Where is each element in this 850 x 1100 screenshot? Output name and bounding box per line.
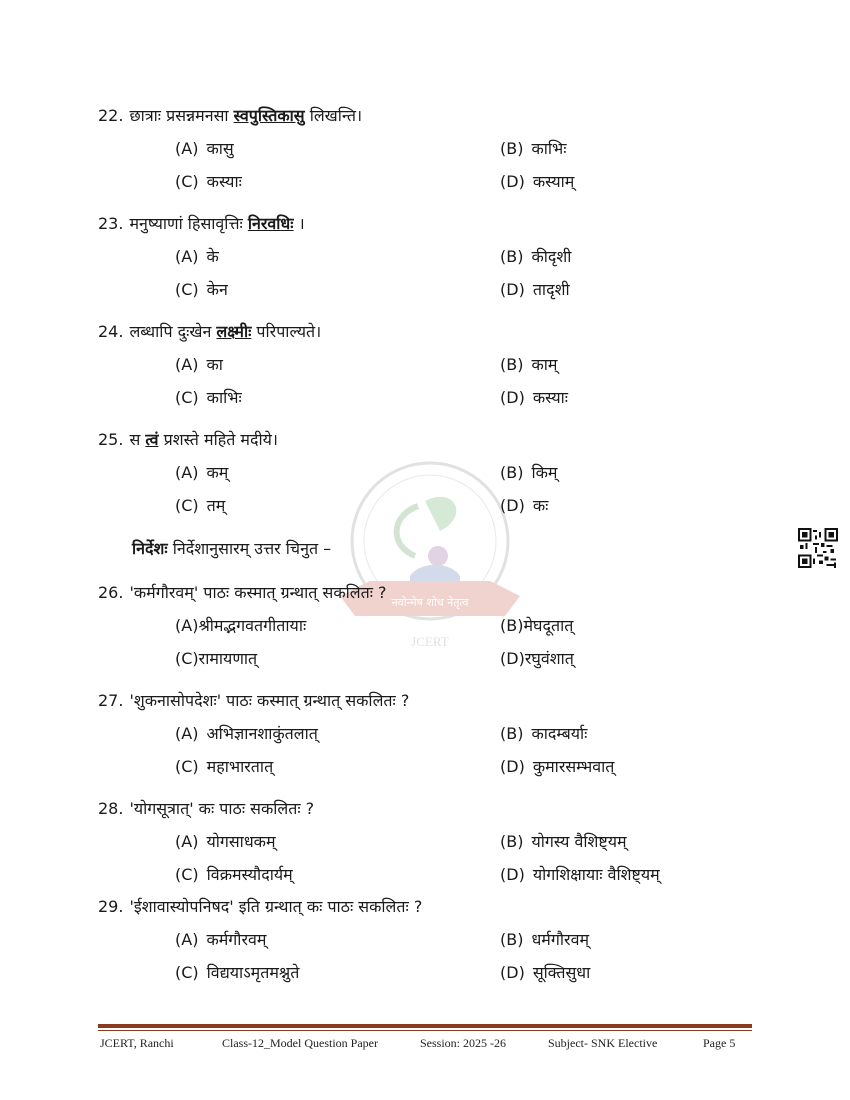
option-text: कम् xyxy=(206,463,229,482)
option-text: सूक्तिसुधा xyxy=(532,963,591,982)
option-label: (A) xyxy=(175,463,199,482)
option-a xyxy=(175,614,306,636)
option-label: (A) xyxy=(175,724,199,743)
option-c xyxy=(175,170,242,192)
option-label: (D) xyxy=(500,963,525,982)
question-23 xyxy=(98,212,305,234)
question-28 xyxy=(98,797,314,819)
footer-page-number: Page 5 xyxy=(703,1036,736,1050)
option-label: (B) xyxy=(500,247,524,266)
option-text: केन xyxy=(206,280,228,299)
option-c xyxy=(175,494,225,516)
option-d xyxy=(500,386,568,408)
option-label: (A) xyxy=(175,930,199,949)
option-a xyxy=(175,830,276,852)
option-label: (B) xyxy=(500,355,524,374)
qr-code-icon xyxy=(798,528,838,568)
option-label: (D) xyxy=(500,280,525,299)
section-instruction xyxy=(132,537,331,559)
option-label: (A) xyxy=(175,355,199,374)
option-text: काम् xyxy=(531,355,558,374)
option-d xyxy=(500,494,548,516)
option-d xyxy=(500,170,574,192)
option-b xyxy=(500,614,573,636)
watermark-banner: नवोन्मेष शोध नेतृत्व xyxy=(391,596,469,609)
option-text: तम् xyxy=(206,496,226,515)
option-text: किम् xyxy=(531,463,558,482)
option-label: (B) xyxy=(500,616,524,635)
option-d xyxy=(500,961,590,983)
footer-paper: Class-12_Model Question Paper xyxy=(222,1036,378,1050)
option-text: काभिः xyxy=(206,388,242,407)
option-label: (C) xyxy=(175,280,199,299)
option-text: विद्ययाऽमृतमश्नुते xyxy=(206,963,300,982)
option-c xyxy=(175,386,242,408)
question-number: 27. xyxy=(98,691,124,710)
option-label: (D) xyxy=(500,649,525,668)
watermark-text: JCERT xyxy=(411,634,449,649)
option-label: (A) xyxy=(175,139,199,158)
question-underlined-word: लक्ष्मीः xyxy=(216,322,252,341)
option-label: (B) xyxy=(500,463,524,482)
footer-rule-thin xyxy=(98,1030,752,1031)
option-text: रघुवंशात् xyxy=(524,649,574,668)
option-text: महाभारतात् xyxy=(206,757,274,776)
question-text: 'ईशावास्योपनिषद' इति ग्रन्थात् कः पाठः सकलितः ? xyxy=(129,897,423,916)
question-text: स xyxy=(129,430,146,449)
question-29 xyxy=(98,895,422,917)
option-label: (B) xyxy=(500,930,524,949)
footer-rule-thick xyxy=(98,1024,752,1028)
question-number: 28. xyxy=(98,799,124,818)
option-label: (C) xyxy=(175,865,199,884)
option-b xyxy=(500,830,627,852)
question-underlined-word: स्वपुस्तिकासु xyxy=(233,106,305,125)
option-b xyxy=(500,461,557,483)
option-text: के xyxy=(206,247,219,266)
option-text: कस्याः xyxy=(206,172,242,191)
question-number: 23. xyxy=(98,214,124,233)
question-27 xyxy=(98,689,409,711)
option-b xyxy=(500,353,557,375)
option-text: अभिज्ञानशाकुंतलात् xyxy=(206,724,318,743)
option-d xyxy=(500,647,574,669)
question-text: लब्धापि दुःखेन xyxy=(129,322,217,341)
option-text: विक्रमस्यौदार्यम् xyxy=(206,865,293,884)
option-label: (C) xyxy=(175,649,199,668)
question-22 xyxy=(98,104,362,126)
question-25 xyxy=(98,428,278,450)
question-number: 24. xyxy=(98,322,124,341)
option-c xyxy=(175,961,299,983)
option-text: कर्मगौरवम् xyxy=(206,930,267,949)
option-text: काभिः xyxy=(531,139,567,158)
option-text: कुमारसम्भवात् xyxy=(532,757,615,776)
option-a xyxy=(175,928,266,950)
question-text: 'कर्मगौरवम्' पाठः कस्मात् ग्रन्थात् सकलितः ? xyxy=(129,583,387,602)
question-text-end: लिखन्ति। xyxy=(304,106,363,125)
question-number: 29. xyxy=(98,897,124,916)
option-b xyxy=(500,245,571,267)
option-b xyxy=(500,722,587,744)
option-label: (C) xyxy=(175,496,199,515)
option-label: (A) xyxy=(175,247,199,266)
question-text-end: प्रशस्ते महिते मदीये। xyxy=(158,430,278,449)
option-a xyxy=(175,353,223,375)
option-a xyxy=(175,137,234,159)
option-text: कादम्बर्याः xyxy=(531,724,588,743)
question-text: मनुष्याणां हिसावृत्तिः xyxy=(129,214,248,233)
instruction-label: निर्देशः xyxy=(132,539,168,558)
question-26 xyxy=(98,581,387,603)
question-number: 25. xyxy=(98,430,124,449)
option-label: (D) xyxy=(500,388,525,407)
option-text: कस्याः xyxy=(532,388,568,407)
option-text: धर्मगौरवम् xyxy=(531,930,590,949)
option-label: (C) xyxy=(175,757,199,776)
option-text: कासु xyxy=(206,139,234,158)
option-label: (A) xyxy=(175,832,199,851)
option-text: का xyxy=(206,355,223,374)
option-label: (C) xyxy=(175,963,199,982)
option-label: (A) xyxy=(175,616,199,635)
option-text: योगस्य वैशिष्ट्यम् xyxy=(531,832,627,851)
option-c xyxy=(175,278,228,300)
option-c xyxy=(175,647,257,669)
question-underlined-word: त्वं xyxy=(145,430,159,449)
option-d xyxy=(500,863,660,885)
instruction-text: निर्देशानुसारम् उत्तर चिनुत – xyxy=(167,539,332,558)
option-b xyxy=(500,137,567,159)
option-text: श्रीमद्भगवतगीतायाः xyxy=(198,616,307,635)
question-text: 'शुकनासोपदेशः' पाठः कस्मात् ग्रन्थात् सकलितः ? xyxy=(129,691,410,710)
option-text: योगशिक्षायाः वैशिष्ट्यम् xyxy=(532,865,660,884)
option-text: कस्याम् xyxy=(532,172,575,191)
option-text: तादृशी xyxy=(532,280,570,299)
footer-subject: Subject- SNK Elective xyxy=(548,1036,658,1050)
question-number: 26. xyxy=(98,583,124,602)
question-underlined-word: निरवधिः xyxy=(247,214,294,233)
option-a xyxy=(175,722,318,744)
option-b xyxy=(500,928,589,950)
option-d xyxy=(500,755,614,777)
option-label: (B) xyxy=(500,724,524,743)
option-text: योगसाधकम् xyxy=(206,832,276,851)
option-label: (D) xyxy=(500,757,525,776)
option-label: (B) xyxy=(500,832,524,851)
option-a xyxy=(175,461,228,483)
footer-org: JCERT, Ranchi xyxy=(100,1036,174,1050)
question-text-end: । xyxy=(293,214,305,233)
option-text: कीदृशी xyxy=(531,247,572,266)
option-label: (D) xyxy=(500,865,525,884)
option-text: मेघदूतात् xyxy=(523,616,574,635)
option-text: कः xyxy=(532,496,549,515)
question-24 xyxy=(98,320,321,342)
question-text: छात्राः प्रसन्नमनसा xyxy=(129,106,234,125)
option-d xyxy=(500,278,570,300)
question-number: 22. xyxy=(98,106,124,125)
option-label: (D) xyxy=(500,496,525,515)
question-text-end: परिपाल्यते। xyxy=(251,322,322,341)
option-a xyxy=(175,245,219,267)
option-c xyxy=(175,755,273,777)
option-label: (B) xyxy=(500,139,524,158)
option-c xyxy=(175,863,293,885)
option-label: (C) xyxy=(175,388,199,407)
option-label: (D) xyxy=(500,172,525,191)
option-text: रामायणात् xyxy=(198,649,258,668)
option-label: (C) xyxy=(175,172,199,191)
question-text: 'योगसूत्रात्' कः पाठः सकलितः ? xyxy=(129,799,315,818)
footer-session: Session: 2025 -26 xyxy=(420,1036,507,1050)
